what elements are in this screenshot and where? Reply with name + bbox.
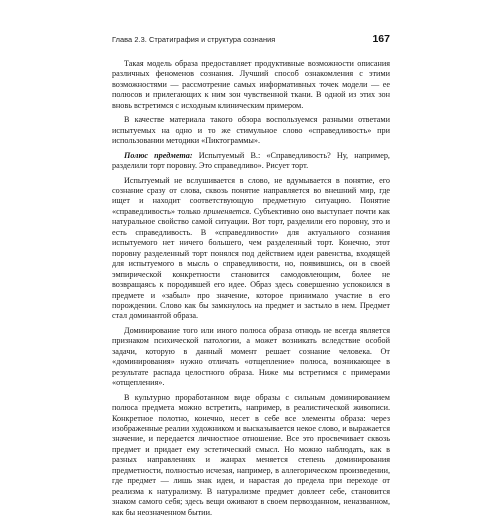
- paragraph: В культурно проработанном виде образы с сильным доминированием полюса предмета можно встретить, например, в реалистической живописи. Конкретное полотно, конечно, несет в себе все элементы образа: через изображенные реалии художником и высказывается некое слово, и выражается значение, и передается личностное отношение. Все это просвечивает сквозь предмет и придает ему эстетический смысл. Но можно наблюдать, как в разных направлениях и жанрах меняется степень доминирования предметности, полностью исчезая, например, в аллегорическом произведении, где предмет — лишь знак идеи, и нарастая до предела при переходе от реализма к натурализму. В натурализме предмет довлеет себе, становится знаком самого себя; здесь вещи оживают в своем первозданном, неназванном, как бы неозначенном бытии.: [112, 392, 390, 517]
- paragraph: [112, 176, 390, 322]
- body-text: [112, 59, 390, 518]
- paragraph-text: Испытуемый В.: «Справедливость? Ну, например, разделили торт поровну. Это справедливо». Рисует торт.: [112, 150, 390, 171]
- paragraph-text: . Субъективно оно выступает почти как натуральное свойство самой ситуации. Вот торт, разделили его поровну, это и есть справедливость. В «справедливости» для актуального сознания испытуемого нет ничего большего, чем разделенный торт. Конечно, этот поровну разделенный торт понялся под действием идеи равенства, входящей для испытуемого в мысль о справедливости, но, появившись, он в своей эмпирической конкретности становится самодовлеющим, более не возвращаясь к породившей его идее. Образ здесь совершенно успокоился в предмете и «забыл» про значение, которое принимало участие в его порождении. Слово как бы замкнулось на предмет и застыло в нем. Предмет стал доминантой образа.: [112, 206, 390, 321]
- paragraph-text: Испытуемый не вслушивается в слово, не вдумывается в понятие, его сознание сразу от слова, сквозь понятие направляется во внешний мир, где ищет и находит соответствующую предметную ситуацию. Понятие «справедливость» только: [112, 175, 390, 216]
- paragraph: Доминирование того или иного полюса образа отнюдь не всегда является признаком психической патологии, а может возникать вследствие особой задачи, которую в данный момент решает сознание человека. От «доминирования» нужно отличать «отщепление» полюса, возникающее в результате распада целостного образа. Ниже мы встретимся с примерами «отщепления».: [112, 325, 390, 388]
- run-in-heading: Полюс предмета:: [124, 150, 193, 160]
- emphasis-word: применяется: [203, 206, 250, 216]
- running-header: [112, 33, 390, 47]
- page-number: 167: [372, 33, 390, 45]
- paragraph: В качестве материала такого обзора воспользуемся разными ответами испытуемых на одно и то же стимульное слово «справедливость» при использовании методики «Пиктограммы».: [112, 115, 390, 146]
- chapter-title: Глава 2.3. Стратиграфия и структура сознания: [112, 35, 276, 44]
- paragraph: [112, 151, 390, 172]
- paragraph: Такая модель образа предоставляет продуктивные возможности описания различных феноменов сознания. Лучший способ ознакомления с этими возможностями — рассмотрение самых информативных точек модели — ее полюсов и прилегающих к ним зон чувственной ткани. В одной из этих зон вновь встретимся с исходным клиническим примером.: [112, 59, 390, 110]
